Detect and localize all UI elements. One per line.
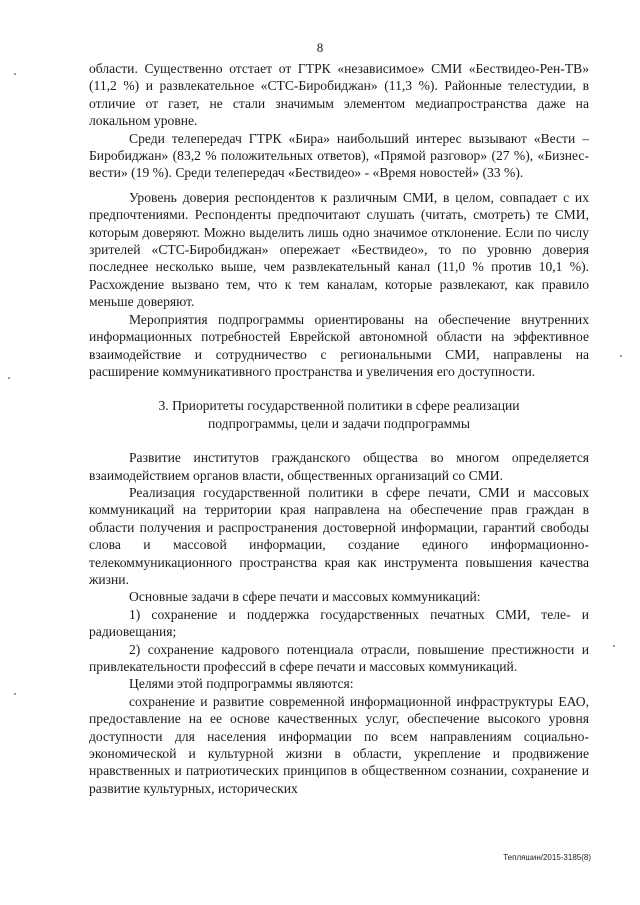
scan-speck xyxy=(14,693,16,695)
section-heading-line-1: 3. Приоритеты государственной политики в сфере реализации xyxy=(158,398,520,414)
section-heading-line-2: подпрограммы, цели и задачи подпрограммы xyxy=(208,415,470,431)
scan-speck xyxy=(613,645,615,647)
paragraph-5: Развитие институтов гражданского общества во многом определяется взаимодействием органов власти, общественных организаций со СМИ. xyxy=(89,450,589,483)
paragraph-6: Реализация государственной политики в сфере печати, СМИ и массовых коммуникаций на территории края направлена на обеспечение прав граждан в области получения и распространения достоверной информации, гарантий свободы слова и массовой информации, создание единого информационно-телекоммуникационного пространства края как инструмента повышения качества жизни. xyxy=(89,484,589,587)
section-heading xyxy=(89,397,589,432)
list-item-2: 2) сохранение кадрового потенциала отрасли, повышение престижности и привлекательности профессий в сфере печати и массовых коммуникаций. xyxy=(89,641,589,674)
paragraph-9: сохранение и развитие современной информационной инфраструктуры ЕАО, предоставление на ее основе качественных услуг, обеспечение высокого уровня доступности для населения информации по всем направлениям социально-экономической и культурной жизни в области, укрепление и продвижение нравственных и патриотических принципов в общественном сознании, сохранение и развитие культурных, исторических xyxy=(89,693,589,796)
paragraph-1: области. Существенно отстает от ГТРК «независимое» СМИ «Бествидео-Рен-ТВ» (11,2 %) и развлекательное «СТС-Биробиджан» (11,3 %). Районные телестудии, в отличие от газет, не стали значимым элементом медиапространства даже на локальном уровне. xyxy=(89,61,589,129)
list-item-1: 1) сохранение и поддержка государственных печатных СМИ, теле- и радиовещания; xyxy=(89,606,589,640)
paragraph-7: Основные задачи в сфере печати и массовых коммуникаций: xyxy=(129,589,481,605)
paragraph-8: Целями этой подпрограммы являются: xyxy=(129,676,354,692)
document-body xyxy=(89,60,589,797)
scan-speck xyxy=(620,355,622,357)
document-footer-code: Тепляшин/2015-3185(8) xyxy=(503,853,591,862)
scan-speck xyxy=(8,377,10,379)
page-number: 8 xyxy=(316,40,324,55)
paragraph-2: Среди телепередач ГТРК «Бира» наибольший интерес вызывают «Вести – Биробиджан» (83,2 % положительных ответов), «Прямой разговор» (27 %), «Бизнес-вести» (19 %). Среди телепередач «Бествидео» - «Время новостей» (33 %). xyxy=(89,130,589,181)
paragraph-4: Мероприятия подпрограммы ориентированы на обеспечение внутренних информационных потребностей Еврейской автономной области на эффективное взаимодействие и сотрудничество с региональными СМИ, направлены на расширение коммуникативного пространства и увеличения его доступности. xyxy=(89,311,589,379)
scan-speck xyxy=(14,73,16,75)
paragraph-3: Уровень доверия респондентов к различным СМИ, в целом, совпадает с их предпочтениями. Респонденты предпочитают слушать (читать, смотреть) те СМИ, которым доверяют. Можно выделить лишь одно значимое отклонение. Если по числу зрителей «СТС-Биробиджан» опережает «Бествидео», то по уровню доверия последнее несколько выше, чем развлекательный канал (11,0 % против 10,1 %). Расхождение вызвано тем, что к тем каналам, которые развлекают, как правило меньше доверяют. xyxy=(89,189,589,310)
